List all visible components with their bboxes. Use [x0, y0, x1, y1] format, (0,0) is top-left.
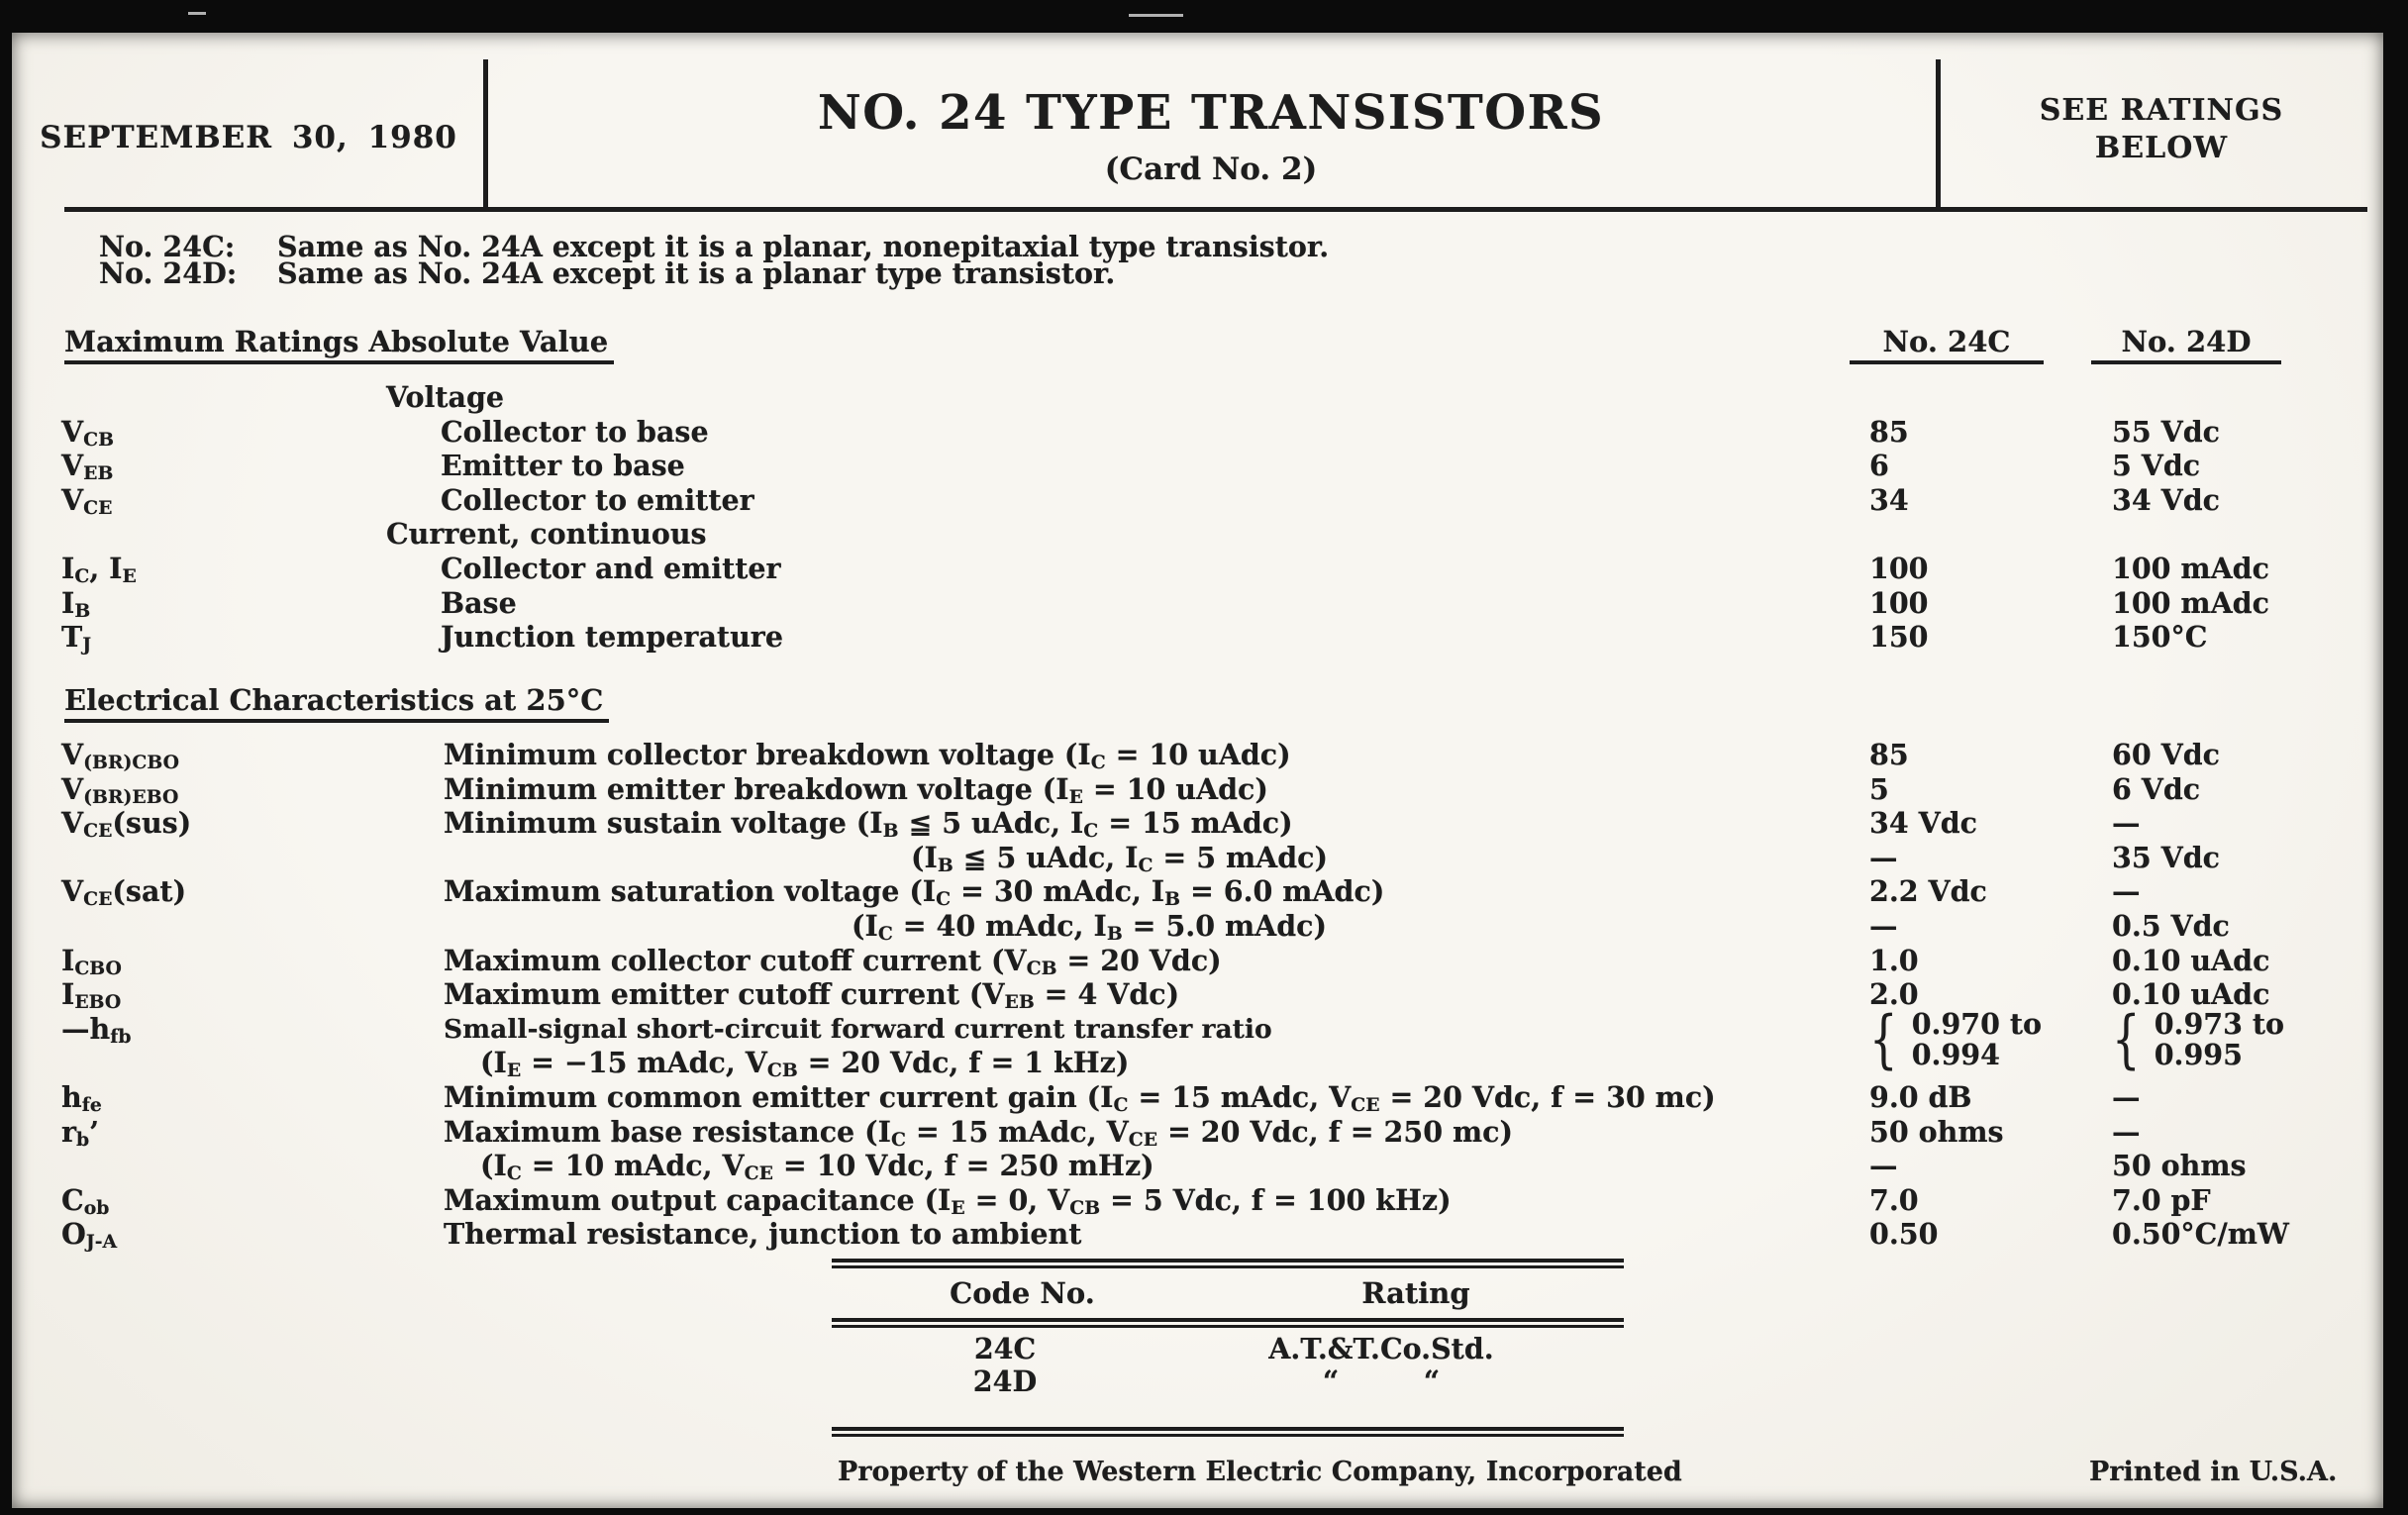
code-value: 24D — [972, 1364, 1038, 1398]
value-24c: 9.0 dB — [1869, 1079, 1972, 1114]
rating-header: Rating — [1361, 1276, 1470, 1310]
page-title: NO. 24 TYPE TRANSISTORS — [817, 85, 1605, 141]
value-24c: 2.2 Vdc — [1869, 874, 1987, 909]
table-row-continuation — [12, 1150, 2383, 1184]
table-row — [12, 1116, 2383, 1151]
value-24c: 7.0 — [1869, 1182, 1919, 1217]
code-table-header — [832, 1268, 1624, 1318]
symbol: $T_J$ — [61, 620, 92, 656]
table-row — [12, 450, 2383, 484]
description: Minimum collector breakdown voltage ($I_C = 10$ uAdc) — [444, 738, 1291, 774]
table-row — [12, 553, 2383, 587]
group-row — [12, 518, 2383, 553]
code-no-header: Code No. — [950, 1276, 1095, 1310]
description: ($I_B$ ≦ 5 uAdc, $I_C = 5$ mAdc) — [911, 840, 1328, 876]
description: Maximum saturation voltage ($I_C = 30$ mAdc, $I_B = 6.0$ mAdc) — [444, 874, 1385, 911]
symbol: $O_{J-A}$ — [61, 1217, 118, 1254]
value-24c: 150 — [1869, 620, 1929, 655]
group-label: Voltage — [386, 380, 505, 414]
table-rule-bottom — [832, 1427, 1624, 1437]
value-24d: 0.5 Vdc — [2112, 908, 2230, 943]
description: Emitter to base — [441, 449, 685, 483]
value-24c: 50 ohms — [1869, 1114, 2004, 1149]
value-24d: 6 Vdc — [2112, 771, 2201, 806]
range-line2: 0.995 — [2154, 1037, 2243, 1071]
note-text: Same as No. 24A except it is a planar, nonepitaxial type transistor. — [277, 230, 1330, 263]
value-24c: 5 — [1869, 771, 1889, 806]
value-24c: — — [1869, 908, 1898, 943]
symbol: $V_{CE}(sat)$ — [61, 874, 187, 911]
table-row — [12, 1184, 2383, 1219]
datasheet-card — [12, 33, 2383, 1508]
value-24c: 1.0 — [1869, 943, 1919, 977]
description: ($I_C = 10$ mAdc, $V_{CE} = 10$ Vdc, f = 250 mHz) — [480, 1149, 1154, 1185]
column-header-24d: No. 24D — [2091, 327, 2281, 364]
table-row — [12, 875, 2383, 910]
value-24c: 34 Vdc — [1869, 806, 1977, 841]
group-row — [12, 381, 2383, 416]
value-24c: — — [1869, 840, 1898, 874]
value-24d: 60 Vdc — [2112, 738, 2220, 771]
table-rule-mid — [832, 1318, 1624, 1328]
value-24d: 0.50°C/mW — [2112, 1217, 2289, 1252]
symbol: $I_C$, $I_E$ — [61, 551, 137, 588]
table-rule-top — [832, 1259, 1624, 1268]
symbol: $I_{EBO}$ — [61, 977, 122, 1014]
table-row — [832, 1328, 1624, 1364]
description: Maximum collector cutoff current ($V_{CB} = 20$ Vdc) — [444, 943, 1222, 979]
value-24c: 6 — [1869, 449, 1889, 483]
symbol: $V_{CE}$ — [61, 482, 113, 519]
see-ratings-note — [1948, 92, 2375, 167]
note-code: No. 24C: — [99, 230, 236, 263]
table-row — [12, 621, 2383, 656]
rating-value-ditto: “ “ — [1322, 1364, 1441, 1398]
range-line1: 0.973 to — [2154, 1006, 2285, 1041]
value-24c: 85 — [1869, 414, 1909, 449]
description: Collector to base — [441, 414, 709, 449]
description: ($I_E = -15$ mAdc, $V_{CB} = 20$ Vdc, f = 1 kHz) — [480, 1046, 1130, 1082]
value-24d: 0.10 uAdc — [2112, 943, 2270, 977]
value-24d: — — [2112, 1079, 2141, 1114]
document-date: SEPTEMBER 30, 1980 — [40, 120, 457, 155]
note-24d — [99, 256, 1115, 290]
table-row — [12, 773, 2383, 808]
table-row — [12, 945, 2383, 979]
printed-in-usa: Printed in U.S.A. — [2089, 1457, 2338, 1487]
description: Collector and emitter — [441, 551, 781, 585]
electrical-table — [12, 739, 2383, 1253]
value-24d: 35 Vdc — [2112, 840, 2220, 874]
see-ratings-line1: SEE RATINGS — [2039, 93, 2284, 128]
scan-speck — [1129, 14, 1183, 17]
value-24d: 0.10 uAdc — [2112, 977, 2270, 1012]
symbol: $V_{CB}$ — [61, 414, 114, 451]
value-24d: 100 mAdc — [2112, 585, 2269, 620]
value-24c: 34 — [1869, 482, 1909, 517]
value-24c: — — [1869, 1149, 1898, 1183]
table-row — [12, 1218, 2383, 1253]
value-24c: 100 — [1869, 585, 1929, 620]
description: Maximum output capacitance ($I_E = 0$, $V_{CB} = 5$ Vdc, f = 100 kHz) — [444, 1182, 1452, 1219]
value-24d: 34 Vdc — [2112, 482, 2220, 517]
value-24d: 50 ohms — [2112, 1149, 2247, 1183]
scan-speck — [188, 12, 206, 15]
table-row-continuation — [12, 842, 2383, 876]
table-row — [12, 739, 2383, 773]
description: Collector to emitter — [441, 482, 754, 517]
range-line1: 0.970 to — [1911, 1006, 2043, 1041]
value-24c: 85 — [1869, 738, 1909, 771]
description: Minimum emitter breakdown voltage ($I_E = 10$ uAdc) — [444, 771, 1268, 808]
symbol: $V_{EB}$ — [61, 449, 114, 485]
symbol: $h_{fe}$ — [61, 1079, 102, 1117]
description: ($I_C = 40$ mAdc, $I_B = 5.0$ mAdc) — [852, 908, 1327, 946]
card-number: (Card No. 2) — [1104, 152, 1318, 187]
column-header-24c: No. 24C — [1850, 327, 2044, 364]
header-divider-left — [483, 59, 488, 208]
symbol: $V_{CE}(sus)$ — [61, 806, 192, 843]
value-24d: 7.0 pF — [2112, 1182, 2211, 1217]
note-text: Same as No. 24A except it is a planar type transistor. — [277, 256, 1116, 290]
symbol: $r_b$’ — [61, 1114, 100, 1151]
section-heading-max-ratings: Maximum Ratings Absolute Value — [64, 327, 614, 364]
description: Base — [441, 585, 517, 620]
section-heading-electrical: Electrical Characteristics at 25°C — [64, 685, 609, 723]
symbol: $I_B$ — [61, 585, 91, 622]
brace-glyph: { — [2112, 1002, 2141, 1076]
value-24d: 100 mAdc — [2112, 551, 2269, 585]
value-24d: 5 Vdc — [2112, 449, 2201, 483]
table-row — [12, 484, 2383, 519]
header-rule — [64, 207, 2367, 212]
value-24c: 100 — [1869, 551, 1929, 585]
value-24c: 0.50 — [1869, 1217, 1939, 1252]
value-24d: 150°C — [2112, 620, 2208, 655]
value-24d: — — [2112, 806, 2141, 841]
table-row-continuation — [12, 910, 2383, 945]
description: Small-signal short-circuit forward current transfer ratio — [444, 1013, 1272, 1045]
rating-value: A.T.&T.Co.Std. — [1268, 1332, 1494, 1365]
description: Junction temperature — [441, 620, 783, 655]
brace-glyph: { — [1869, 1002, 1898, 1076]
max-ratings-table — [12, 381, 2383, 656]
code-rating-table — [832, 1259, 1624, 1437]
range-line2: 0.994 — [1911, 1037, 2000, 1071]
table-row — [832, 1364, 1624, 1397]
value-24d: 55 Vdc — [2112, 414, 2220, 449]
value-24c: 2.0 — [1869, 977, 1919, 1012]
table-spacer — [832, 1397, 1624, 1427]
description: Maximum emitter cutoff current ($V_{EB} = 4$ Vdc) — [444, 977, 1180, 1014]
symbol: $C_{ob}$ — [61, 1182, 110, 1219]
table-row — [12, 416, 2383, 451]
description: Minimum common emitter current gain ($I_C = 15$ mAdc, $V_{CE} = 20$ Vdc, f = 30 mc) — [444, 1079, 1716, 1117]
symbol: $—h_{fb}$ — [61, 1011, 132, 1048]
description: Thermal resistance, junction to ambient — [444, 1217, 1082, 1252]
group-label: Current, continuous — [386, 517, 707, 552]
header-divider-right — [1936, 59, 1941, 208]
code-value: 24C — [973, 1332, 1037, 1365]
symbol: $V_{(BR)EBO}$ — [61, 771, 179, 808]
symbol: $I_{CBO}$ — [61, 943, 122, 979]
value-24d: — — [2112, 1114, 2141, 1149]
table-row — [12, 807, 2383, 842]
value-24d: — — [2112, 874, 2141, 909]
symbol: $V_{(BR)CBO}$ — [61, 738, 179, 774]
property-notice: Property of the Western Electric Company, Incorporated — [838, 1457, 1682, 1487]
description: Minimum sustain voltage ($I_B$ ≦ 5 uAdc, $I_C = 15$ mAdc) — [444, 806, 1293, 843]
table-row — [12, 587, 2383, 622]
note-code: No. 24D: — [99, 256, 238, 290]
table-row-continuation — [12, 1047, 2383, 1081]
table-row — [12, 1081, 2383, 1116]
description: Maximum base resistance ($I_C = 15$ mAdc, $V_{CE} = 20$ Vdc, f = 250 mc) — [444, 1114, 1513, 1151]
see-ratings-line2: BELOW — [2094, 131, 2229, 165]
